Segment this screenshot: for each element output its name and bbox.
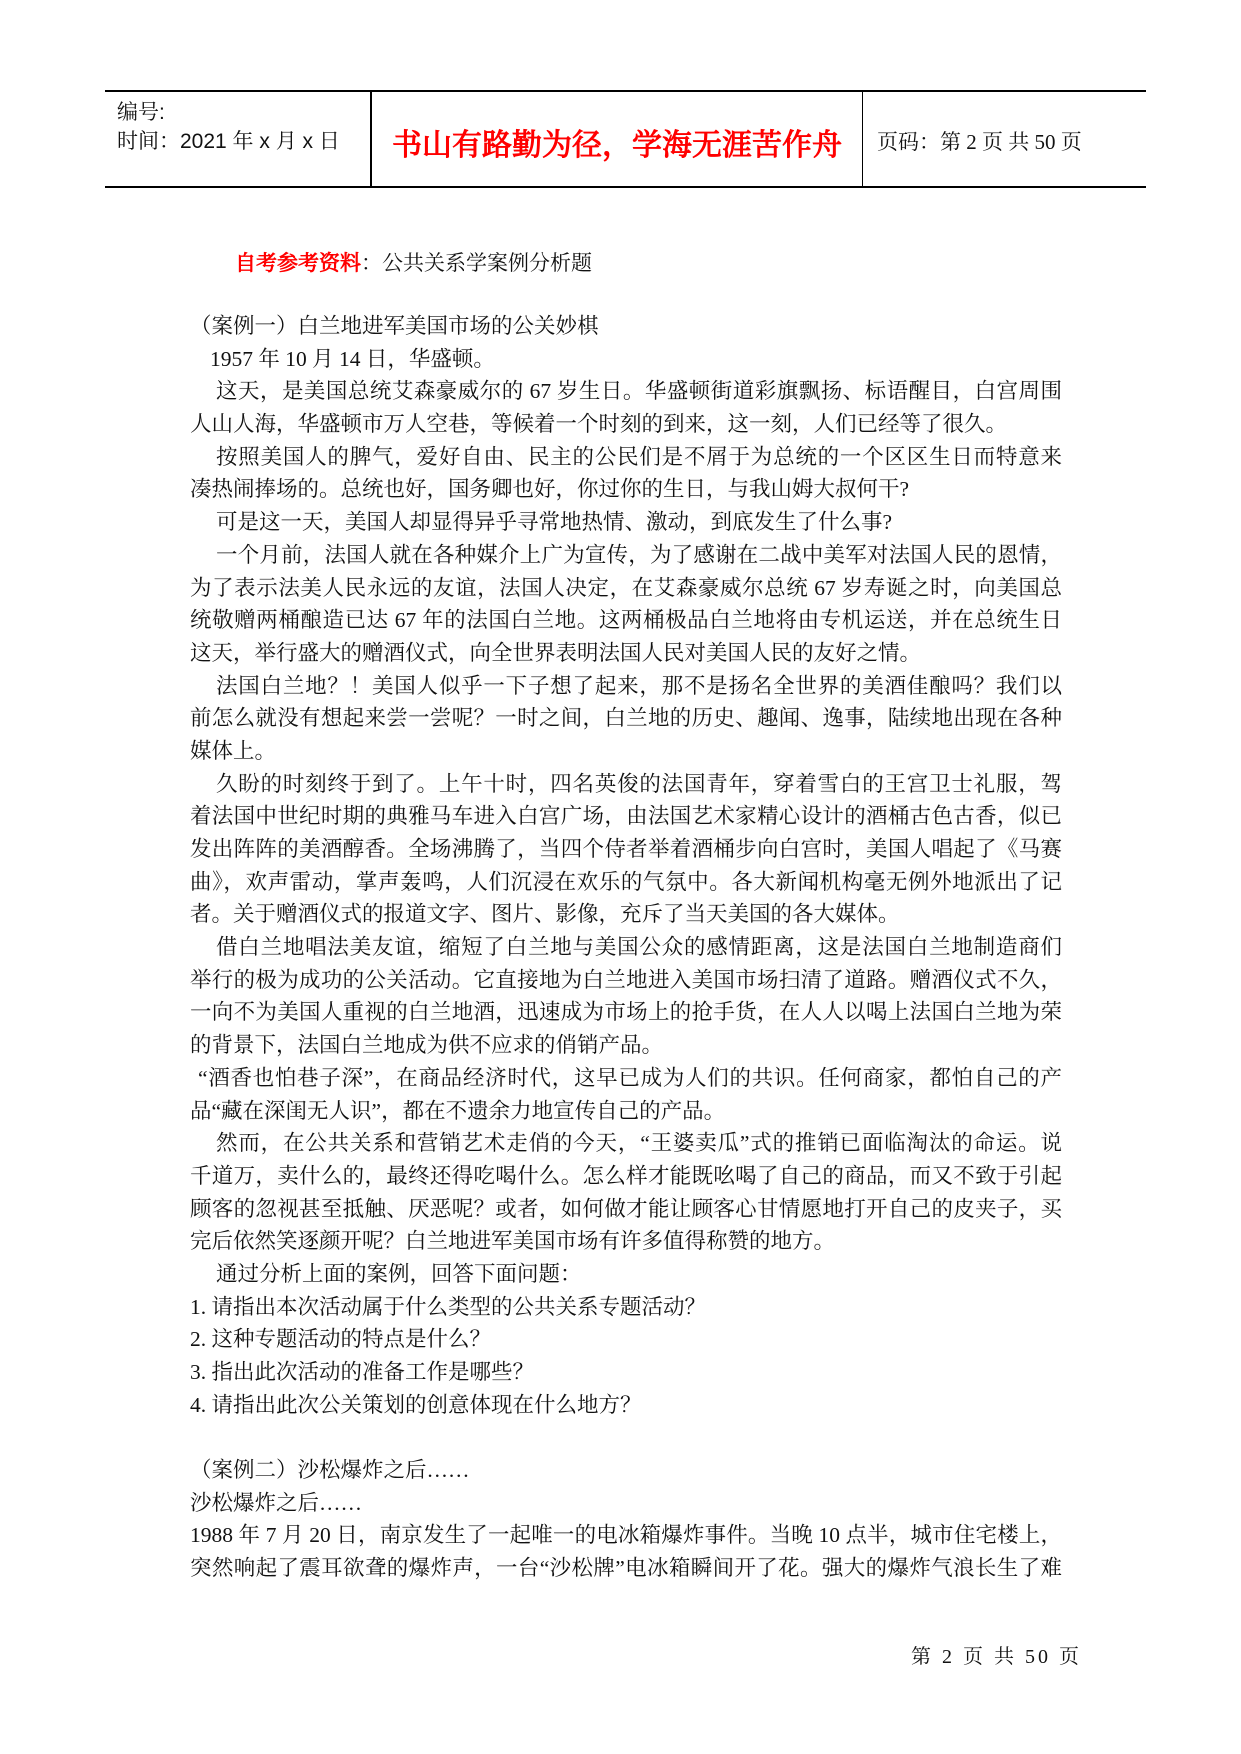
page-indicator: 页码：第 2 页 共 50 页 (877, 130, 1082, 154)
paragraph-line: 突然响起了震耳欲聋的爆炸声，一台“沙松牌”电冰箱瞬间开了花。强大的爆炸气浪长生了难 (190, 1556, 1062, 1581)
paragraph-line: 这天，是美国总统艾森豪威尔的 67 岁生日。华盛顿街道彩旗飘扬、标语醒目，白宫周围 (216, 379, 1062, 404)
case2-subtitle: 沙松爆炸之后…… (190, 1490, 363, 1515)
paragraph-line: 人山人海，华盛顿市万人空巷，等候着一个时刻的到来，这一刻，人们已经等了很久。 (190, 412, 1008, 437)
page-footer: 第 2 页 共 50 页 (911, 1646, 1082, 1668)
blank-line (190, 1421, 1062, 1454)
case2-title: （案例二）沙松爆炸之后…… (190, 1458, 470, 1483)
paragraph-line: 举行的极为成功的公关活动。它直接地为白兰地进入美国市场扫清了道路。赠酒仪式不久， (190, 967, 1062, 992)
paragraph-line: 着法国中世纪时期的典雅马车进入白宫广场，由法国艺术家精心设计的酒桶古色古香，似已 (190, 804, 1062, 829)
paragraph-line: 统敬赠两桶酿造已达 67 年的法国白兰地。这两桶极品白兰地将由专机运送，并在总统生日 (190, 608, 1062, 633)
question-item: 1. 请指出本次活动属于什么类型的公共关系专题活动？ (190, 1294, 707, 1319)
reference-label: 自考参考资料 (235, 251, 361, 275)
paragraph-line: “酒香也怕巷子深”，在商品经济时代，这早已成为人们的共识。任何商家，都怕自己的产 (198, 1065, 1062, 1090)
paragraph-line: 发出阵阵的美酒醇香。全场沸腾了，当四个侍者举着酒桶步向白宫时，美国人唱起了《马赛 (190, 837, 1062, 861)
document-time: 时间：2021 年 x 月 x 日 (117, 130, 340, 153)
case1-date: 1957 年 10 月 14 日，华盛顿。 (210, 346, 495, 371)
motto: 书山有路勤为径，学海无涯苦作舟 (392, 129, 842, 162)
paragraph-line: 然而，在公共关系和营销艺术走俏的今天，“王婆卖瓜”式的推销已面临淘汰的命运。说 (216, 1131, 1062, 1156)
paragraph-line: 曲》，欢声雷动，掌声轰鸣，人们沉浸在欢乐的气氛中。各大新闻机构毫无例外地派出了记 (190, 869, 1062, 894)
paragraph-line: 为了表示法美人民永远的友谊，法国人决定，在艾森豪威尔总统 67 岁寿诞之时，向美国总 (190, 575, 1062, 600)
case1-title: （案例一）白兰地进军美国市场的公关妙棋 (190, 314, 599, 338)
document-number: 编号: (117, 101, 165, 124)
paragraph-line: 凑热闹捧场的。总统也好，国务卿也好，你过你的生日，与我山姆大叔何干? (190, 477, 910, 502)
header-info-cell (105, 92, 372, 186)
paragraph-line: 借白兰地唱法美友谊，缩短了白兰地与美国公众的感情距离，这是法国白兰地制造商们 (216, 935, 1062, 960)
paragraph-line: 一向不为美国人重视的白兰地酒，迅速成为市场上的抢手货，在人人以喝上法国白兰地为荣 (190, 1000, 1062, 1025)
paragraph-line: 这天，举行盛大的赠酒仪式，向全世界表明法国人民对美国人民的友好之情。 (190, 640, 922, 665)
header-motto-cell (372, 92, 863, 186)
paragraph-line: 媒体上。 (190, 738, 277, 763)
paragraph-line: 千道万，卖什么的，最终还得吃喝什么。怎么样才能既吆喝了自己的商品，而又不致于引起 (190, 1163, 1062, 1188)
reference-heading (235, 247, 592, 277)
paragraph-line: 可是这一天，美国人却显得异乎寻常地热情、激动，到底发生了什么事? (216, 510, 893, 535)
paragraph-line: 前怎么就没有想起来尝一尝呢？一时之间，白兰地的历史、趣闻、逸事，陆续地出现在各种 (190, 706, 1062, 731)
paragraph-line: 品“藏在深闺无人识”，都在不遗余力地宣传自己的产品。 (190, 1098, 726, 1123)
header-page-cell (863, 92, 1146, 186)
reference-title: ：公共关系学案例分析题 (361, 251, 592, 275)
paragraph-line: 久盼的时刻终于到了。上午十时，四名英俊的法国青年，穿着雪白的王宫卫士礼服，驾 (216, 771, 1062, 796)
header-table (105, 90, 1146, 188)
question-item: 3. 指出此次活动的准备工作是哪些？ (190, 1360, 535, 1384)
question-item: 4. 请指出此次公关策划的创意体现在什么地方？ (190, 1392, 642, 1417)
paragraph-line: 一个月前，法国人就在各种媒介上广为宣传，为了感谢在二战中美军对法国人民的恩情， (216, 542, 1062, 567)
paragraph-line: 的背景下，法国白兰地成为供不应求的俏销产品。 (190, 1033, 664, 1058)
paragraph-line: 者。关于赠酒仪式的报道文字、图片、影像，充斥了当天美国的各大媒体。 (190, 902, 900, 927)
document-body (190, 310, 1062, 1585)
paragraph-line: 完后依然笑逐颜开呢？白兰地进军美国市场有许多值得称赞的地方。 (190, 1229, 836, 1254)
question-item: 2. 这种专题活动的特点是什么？ (190, 1327, 492, 1352)
paragraph-line: 法国白兰地？！美国人似乎一下子想了起来，那不是扬名全世界的美酒佳酿吗？我们以 (216, 673, 1062, 698)
paragraph-line: 按照美国人的脾气，爱好自由、民主的公民们是不屑于为总统的一个区区生日而特意来 (216, 444, 1062, 469)
paragraph-line: 顾客的忽视甚至抵触、厌恶呢？或者，如何做才能让顾客心甘情愿地打开自己的皮夹子，买 (190, 1196, 1062, 1221)
paragraph-line: 通过分析上面的案例，回答下面问题： (216, 1261, 582, 1286)
paragraph-line: 1988 年 7 月 20 日，南京发生了一起唯一的电冰箱爆炸事件。当晚 10 点半，城市住宅楼上， (190, 1523, 1062, 1548)
